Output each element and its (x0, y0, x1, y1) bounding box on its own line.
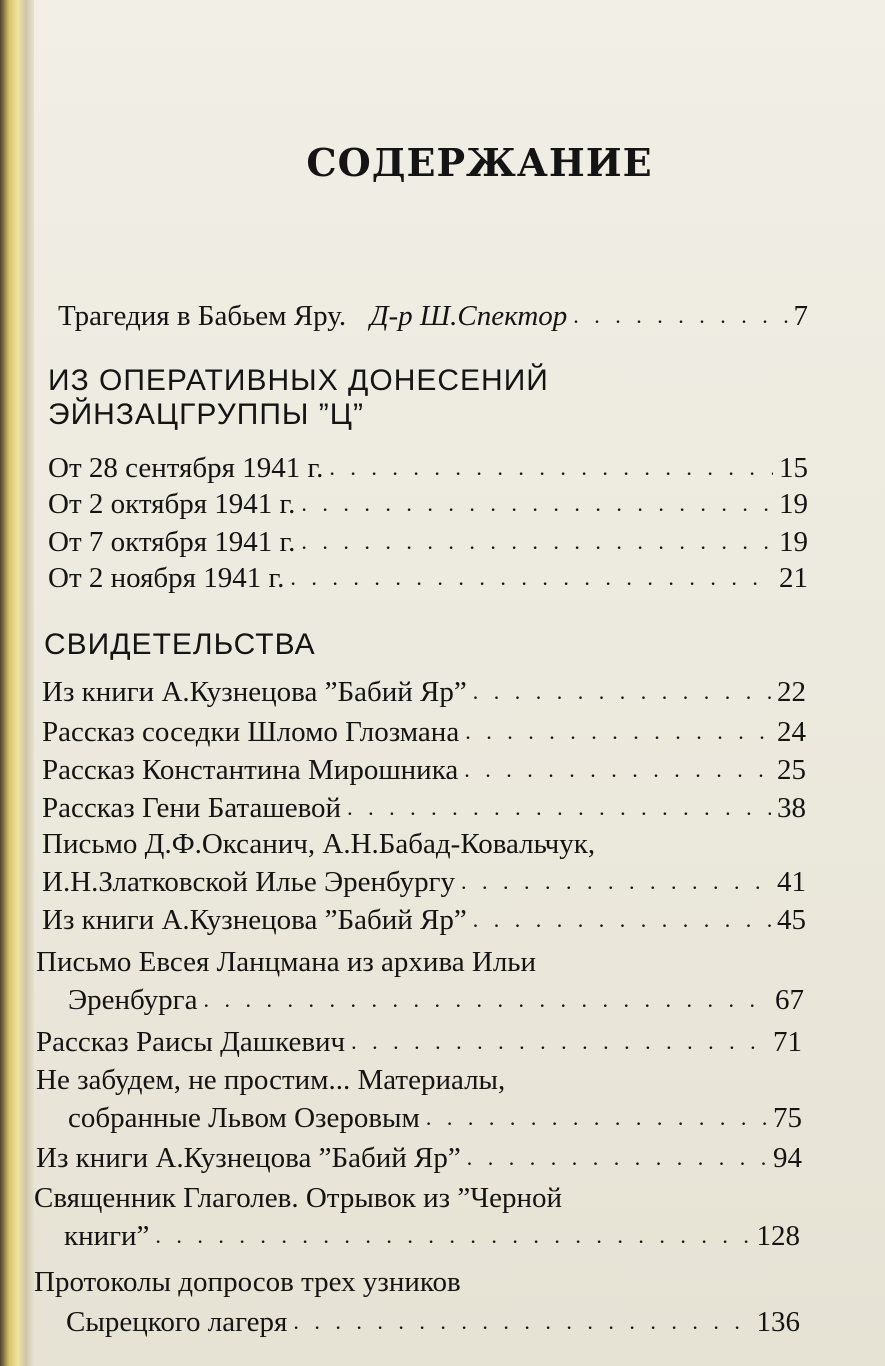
toc-entry-title: От 2 ноября 1941 г. (48, 562, 285, 594)
toc-leader-dots (301, 488, 773, 520)
section-heading-reports-line2: ЭЙНЗАЦГРУППЫ ”Ц” (48, 398, 364, 431)
page-title (34, 140, 885, 185)
toc-page-number: 19 (779, 526, 808, 558)
toc-entry-title: Рассказ Гени Баташевой (42, 792, 342, 824)
book-page (34, 0, 885, 1366)
toc-entry-title: Эренбурга (68, 984, 198, 1016)
toc-entry-title-line1: Священник Глаголев. Отрывок из ”Черной (34, 1182, 562, 1214)
toc-entry-title: Сырецкого лагеря (66, 1306, 288, 1338)
toc-entry (42, 676, 806, 708)
toc-entry (68, 984, 804, 1016)
toc-entry (36, 1142, 802, 1174)
section-heading-reports-line1: ИЗ ОПЕРАТИВНЫХ ДОНЕСЕНИЙ (48, 364, 549, 397)
toc-page-number: 94 (773, 1142, 802, 1174)
toc-page-number: 41 (777, 866, 806, 898)
toc-entry-title-line1: Не забудем, не простим... Материалы, (36, 1064, 506, 1096)
toc-entry-title: Рассказ соседки Шломо Глозмана (42, 716, 460, 748)
toc-entry-title-line1: Протоколы допросов трех узников (34, 1266, 461, 1298)
toc-page-number: 22 (777, 676, 806, 708)
toc-entry-title: И.Н.Златковской Илье Эренбургу (42, 866, 456, 898)
toc-page-number: 25 (777, 754, 806, 786)
toc-entry-title: Из книги А.Кузнецова ”Бабий Яр” (42, 904, 467, 936)
toc-entry (64, 1220, 800, 1252)
toc-page-number: 38 (777, 792, 806, 824)
toc-page-number: 136 (756, 1306, 800, 1338)
toc-page-number: 128 (756, 1220, 800, 1252)
toc-page-number: 71 (773, 1026, 802, 1058)
toc-entry (48, 562, 808, 594)
toc-entry-title: книги” (64, 1220, 150, 1252)
toc-entry-title: собранные Львом Озеровым (68, 1102, 420, 1134)
toc-entry-title-line1: Письмо Д.Ф.Оксанич, А.Н.Бабад-Ковальчук, (42, 828, 596, 860)
toc-leader-dots (473, 904, 771, 936)
toc-leader-dots (301, 526, 773, 558)
toc-entry (48, 488, 808, 520)
toc-entry-title: От 2 октября 1941 г. (48, 488, 296, 520)
toc-leader-dots (465, 716, 771, 748)
page-title-text: СОДЕРЖАНИЕ (306, 140, 653, 185)
toc-page-number: 75 (773, 1102, 802, 1134)
toc-leader-dots (351, 1026, 767, 1058)
toc-entry-title: Рассказ Константина Мирошника (42, 754, 459, 786)
toc-page-number: 15 (779, 452, 808, 484)
toc-leader-dots (464, 754, 771, 786)
toc-leader-dots (461, 866, 771, 898)
toc-entry (66, 1306, 800, 1338)
toc-entry-title: Трагедия в Бабьем Яру. (58, 300, 347, 332)
toc-entry-intro (58, 300, 808, 332)
toc-leader-dots (329, 452, 773, 484)
toc-entry (36, 1026, 802, 1058)
book-spine-edge (0, 0, 34, 1366)
toc-leader-dots (426, 1102, 767, 1134)
section-heading-testimonies: СВИДЕТЕЛЬСТВА (44, 628, 316, 661)
toc-leader-dots (290, 562, 773, 594)
toc-entry (48, 452, 808, 484)
toc-entry-title: Из книги А.Кузнецова ”Бабий Яр” (42, 676, 467, 708)
toc-entry-title-line1: Письмо Евсея Ланцмана из архива Ильи (36, 946, 537, 978)
toc-leader-dots (293, 1306, 750, 1338)
toc-entry-title: От 28 сентября 1941 г. (48, 452, 324, 484)
toc-leader-dots (473, 676, 771, 708)
toc-entry (42, 866, 806, 898)
toc-leader-dots (573, 300, 787, 332)
toc-entry (42, 716, 806, 748)
toc-entry (48, 526, 808, 558)
toc-leader-dots (347, 792, 771, 824)
toc-entry-author: Д-р Ш.Спектор (370, 300, 568, 332)
toc-entry (42, 792, 806, 824)
toc-page-number: 67 (775, 984, 804, 1016)
toc-leader-dots (203, 984, 769, 1016)
toc-entry-title: От 7 октября 1941 г. (48, 526, 296, 558)
toc-page-number: 45 (777, 904, 806, 936)
toc-entry (42, 904, 806, 936)
toc-entry (42, 754, 806, 786)
toc-page-number: 19 (779, 488, 808, 520)
toc-entry-title: Из книги А.Кузнецова ”Бабий Яр” (36, 1142, 461, 1174)
toc-page-number: 7 (793, 300, 808, 332)
toc-leader-dots (155, 1220, 750, 1252)
toc-page-number: 21 (779, 562, 808, 594)
toc-page-number: 24 (777, 716, 806, 748)
toc-leader-dots (467, 1142, 767, 1174)
toc-entry (68, 1102, 802, 1134)
toc-entry-title: Рассказ Раисы Дашкевич (36, 1026, 346, 1058)
